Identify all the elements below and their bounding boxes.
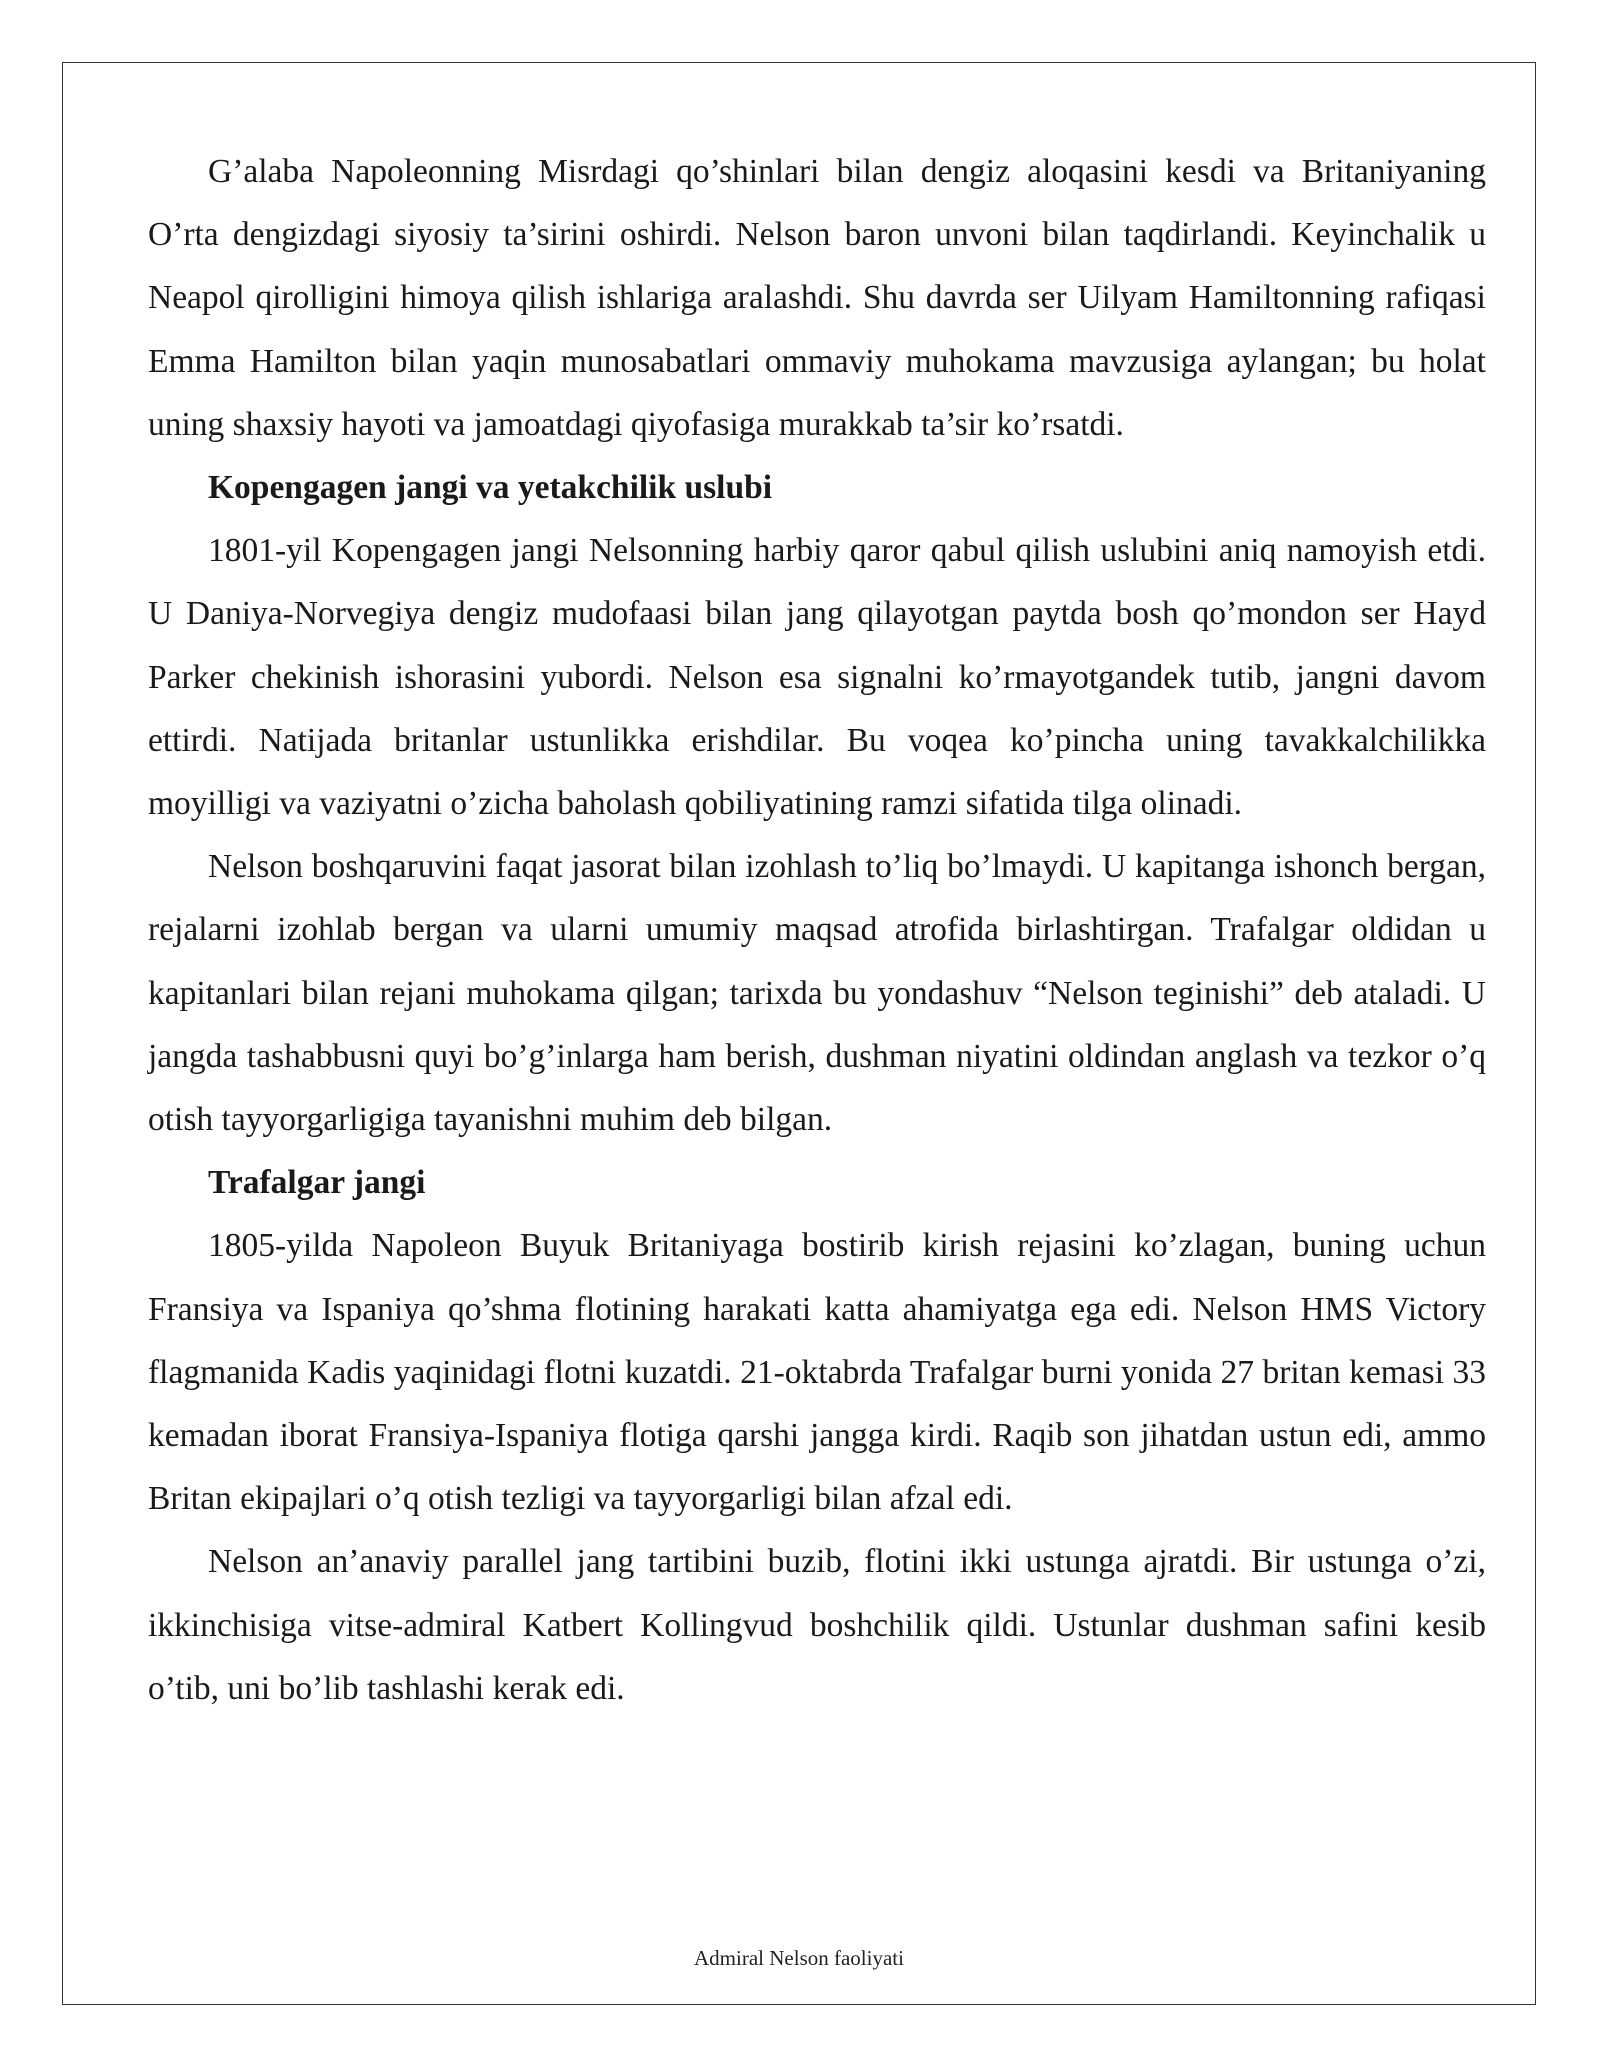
- paragraph-napoleon-egypt: G’alaba Napoleonning Misrdagi qo’shinlari bilan dengiz aloqasini kesdi va Britaniyaning O’rta dengizdagi siyosiy ta’sirini oshirdi. Nelson baron unvoni bilan taqdirlandi. Keyinchalik u Neapol qirolligini himoya qilish ishlariga aralashdi. Shu davrda ser Uilyam Hamiltonning rafiqasi Emma Hamilton bilan yaqin munosabatlari ommaviy muhokama mavzusiga aylangan; bu holat uning shaxsiy hayoti va jamoatdagi qiyofasiga murakkab ta’sir ko’rsatdi.: [148, 153, 1486, 443]
- paragraph-copenhagen-battle: 1801-yil Kopengagen jangi Nelsonning harbiy qaror qabul qilish uslubini aniq namoyish etdi. U Daniya-Norvegiya dengiz mudofaasi bilan jang qilayotgan paytda bosh qo’mondon ser Hayd Parker chekinish ishorasini yubordi. Nelson esa signalni ko’rmayotgandek tutib, jangni davom ettirdi. Natijada britanlar ustunlikka erishdilar. Bu voqea ko’pincha uning tavakkalchilikka moyilligi va vaziyatni o’zicha baholash qobiliyatining ramzi sifatida tilga olinadi.: [148, 532, 1486, 823]
- page-footer: Admiral Nelson faoliyati: [694, 1946, 904, 1970]
- section-heading-trafalgar: Trafalgar jangi: [208, 1164, 426, 1202]
- paragraph-trafalgar-tactics: Nelson an’anaviy parallel jang tartibini buzib, flotini ikki ustunga ajratdi. Bir ustunga o’zi, ikkinchisiga vitse-admiral Katbert Kollingvud boshchilik qildi. Ustunlar dushman safini kesib o’tib, uni bo’lib tashlashi kerak edi.: [148, 1543, 1486, 1707]
- document-body: [148, 140, 1486, 1720]
- paragraph-trafalgar-setup: 1805-yilda Napoleon Buyuk Britaniyaga bostirib kirish rejasini ko’zlagan, buning uchun Fransiya va Ispaniya qo’shma flotining harakati katta ahamiyatga ega edi. Nelson HMS Victory flagmanida Kadis yaqinidagi flotni kuzatdi. 21-oktabrda Trafalgar burni yonida 27 britan kemasi 33 kemadan iborat Fransiya-Ispaniya flotiga qarshi jangga kirdi. Raqib son jihatdan ustun edi, ammo Britan ekipajlari o’q otish tezligi va tayyorgarligi bilan afzal edi.: [148, 1227, 1486, 1518]
- paragraph-leadership-style: Nelson boshqaruvini faqat jasorat bilan izohlash to’liq bo’lmaydi. U kapitanga ishonch bergan, rejalarni izohlab bergan va ularni umumiy maqsad atrofida birlashtirgan. Trafalgar oldidan u kapitanlari bilan rejani muhokama qilgan; tarixda bu yondashuv “Nelson teginishi” deb ataladi. U jangda tashabbusni quyi bo’g’inlarga ham berish, dushman niyatini oldindan anglash va tezkor o’q otish tayyorgarligiga tayanishni muhim deb bilgan.: [148, 848, 1486, 1139]
- section-heading-copenhagen: Kopengagen jangi va yetakchilik uslubi: [208, 469, 773, 507]
